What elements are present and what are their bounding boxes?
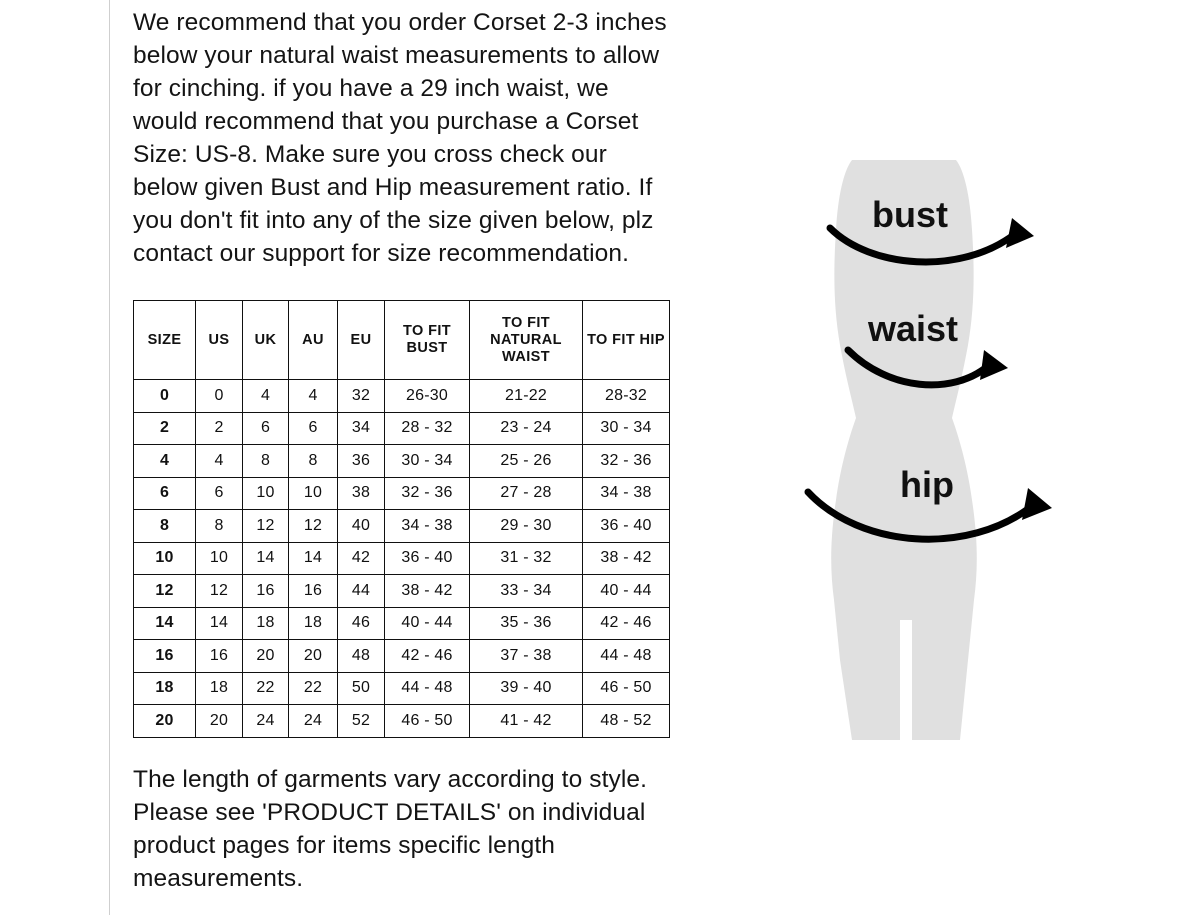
bust-label: bust <box>872 194 948 235</box>
table-row <box>134 477 670 510</box>
cell-us: 6 <box>196 477 243 510</box>
cell-uk: 4 <box>243 380 289 413</box>
waist-label: waist <box>868 308 959 349</box>
cell-eu: 52 <box>338 705 385 738</box>
cell-natural-waist: 27 - 28 <box>470 477 583 510</box>
cell-au: 6 <box>289 412 338 445</box>
cell-bust: 30 - 34 <box>385 445 470 478</box>
table-row <box>134 705 670 738</box>
column-header-hip: TO FIT HIP <box>583 301 670 380</box>
cell-bust: 28 - 32 <box>385 412 470 445</box>
cell-uk: 24 <box>243 705 289 738</box>
cell-au: 18 <box>289 607 338 640</box>
table-row <box>134 380 670 413</box>
column-header-uk: UK <box>243 301 289 380</box>
cell-eu: 50 <box>338 672 385 705</box>
cell-size: 0 <box>134 380 196 413</box>
cell-natural-waist: 41 - 42 <box>470 705 583 738</box>
table-row <box>134 510 670 543</box>
cell-natural-waist: 35 - 36 <box>470 607 583 640</box>
cell-bust: 26-30 <box>385 380 470 413</box>
cell-natural-waist: 37 - 38 <box>470 640 583 673</box>
cell-uk: 22 <box>243 672 289 705</box>
cell-size: 8 <box>134 510 196 543</box>
cell-bust: 34 - 38 <box>385 510 470 543</box>
cell-us: 14 <box>196 607 243 640</box>
cell-uk: 6 <box>243 412 289 445</box>
column-header-natural-waist: TO FIT NATURAL WAIST <box>470 301 583 380</box>
cell-au: 4 <box>289 380 338 413</box>
cell-hip: 36 - 40 <box>583 510 670 543</box>
cell-au: 12 <box>289 510 338 543</box>
cell-bust: 38 - 42 <box>385 575 470 608</box>
table-row <box>134 412 670 445</box>
cell-size: 10 <box>134 542 196 575</box>
cell-eu: 32 <box>338 380 385 413</box>
table-row <box>134 672 670 705</box>
cell-hip: 28-32 <box>583 380 670 413</box>
cell-hip: 46 - 50 <box>583 672 670 705</box>
cell-hip: 44 - 48 <box>583 640 670 673</box>
cell-size: 4 <box>134 445 196 478</box>
column-header-au: AU <box>289 301 338 380</box>
cell-us: 4 <box>196 445 243 478</box>
cell-us: 10 <box>196 542 243 575</box>
cell-us: 20 <box>196 705 243 738</box>
cell-eu: 36 <box>338 445 385 478</box>
cell-bust: 40 - 44 <box>385 607 470 640</box>
cell-hip: 42 - 46 <box>583 607 670 640</box>
cell-hip: 40 - 44 <box>583 575 670 608</box>
left-margin-rule <box>109 0 110 915</box>
table-row <box>134 607 670 640</box>
cell-au: 8 <box>289 445 338 478</box>
cell-au: 10 <box>289 477 338 510</box>
cell-natural-waist: 23 - 24 <box>470 412 583 445</box>
cell-bust: 46 - 50 <box>385 705 470 738</box>
body-measurement-figure <box>760 100 1160 780</box>
cell-hip: 38 - 42 <box>583 542 670 575</box>
cell-hip: 30 - 34 <box>583 412 670 445</box>
cell-eu: 34 <box>338 412 385 445</box>
column-header-us: US <box>196 301 243 380</box>
cell-natural-waist: 29 - 30 <box>470 510 583 543</box>
cell-us: 2 <box>196 412 243 445</box>
cell-us: 12 <box>196 575 243 608</box>
cell-bust: 32 - 36 <box>385 477 470 510</box>
cell-eu: 48 <box>338 640 385 673</box>
table-row <box>134 575 670 608</box>
table-row <box>134 445 670 478</box>
cell-uk: 14 <box>243 542 289 575</box>
hip-label: hip <box>900 464 954 505</box>
cell-bust: 44 - 48 <box>385 672 470 705</box>
cell-us: 8 <box>196 510 243 543</box>
cell-au: 20 <box>289 640 338 673</box>
cell-uk: 16 <box>243 575 289 608</box>
cell-au: 14 <box>289 542 338 575</box>
cell-bust: 36 - 40 <box>385 542 470 575</box>
cell-us: 16 <box>196 640 243 673</box>
cell-eu: 40 <box>338 510 385 543</box>
cell-uk: 20 <box>243 640 289 673</box>
cell-size: 20 <box>134 705 196 738</box>
cell-au: 24 <box>289 705 338 738</box>
cell-size: 12 <box>134 575 196 608</box>
size-chart-body <box>134 380 670 738</box>
cell-uk: 18 <box>243 607 289 640</box>
cell-natural-waist: 31 - 32 <box>470 542 583 575</box>
cell-natural-waist: 21-22 <box>470 380 583 413</box>
cell-eu: 38 <box>338 477 385 510</box>
cell-eu: 44 <box>338 575 385 608</box>
cell-uk: 10 <box>243 477 289 510</box>
cell-us: 0 <box>196 380 243 413</box>
cell-au: 16 <box>289 575 338 608</box>
table-row <box>134 542 670 575</box>
cell-size: 16 <box>134 640 196 673</box>
size-chart-table <box>133 300 670 738</box>
cell-us: 18 <box>196 672 243 705</box>
cell-eu: 42 <box>338 542 385 575</box>
cell-hip: 32 - 36 <box>583 445 670 478</box>
column-header-bust: TO FIT BUST <box>385 301 470 380</box>
cell-uk: 12 <box>243 510 289 543</box>
cell-au: 22 <box>289 672 338 705</box>
intro-paragraph: We recommend that you order Corset 2-3 inches below your natural waist measurements to allow for cinching. if you have a 29 inch waist, we would recommend that you purchase a Corset Size: US-8. Make sure you cross check our below given Bust and Hip measurement ratio. If you don't fit into any of the size given below, plz contact our support for size recommendation. <box>133 9 667 267</box>
figure-svg <box>760 100 1160 780</box>
column-header-eu: EU <box>338 301 385 380</box>
column-header-size: SIZE <box>134 301 196 380</box>
cell-natural-waist: 25 - 26 <box>470 445 583 478</box>
cell-hip: 34 - 38 <box>583 477 670 510</box>
cell-eu: 46 <box>338 607 385 640</box>
text-content-column <box>133 0 693 919</box>
cell-bust: 42 - 46 <box>385 640 470 673</box>
cell-size: 18 <box>134 672 196 705</box>
cell-natural-waist: 33 - 34 <box>470 575 583 608</box>
outro-paragraph: The length of garments vary according to style. Please see 'PRODUCT DETAILS' on individual product pages for items specific length measurements. <box>133 765 648 892</box>
cell-size: 14 <box>134 607 196 640</box>
cell-hip: 48 - 52 <box>583 705 670 738</box>
cell-natural-waist: 39 - 40 <box>470 672 583 705</box>
table-header-row <box>134 301 670 380</box>
cell-size: 6 <box>134 477 196 510</box>
cell-size: 2 <box>134 412 196 445</box>
cell-uk: 8 <box>243 445 289 478</box>
table-row <box>134 640 670 673</box>
